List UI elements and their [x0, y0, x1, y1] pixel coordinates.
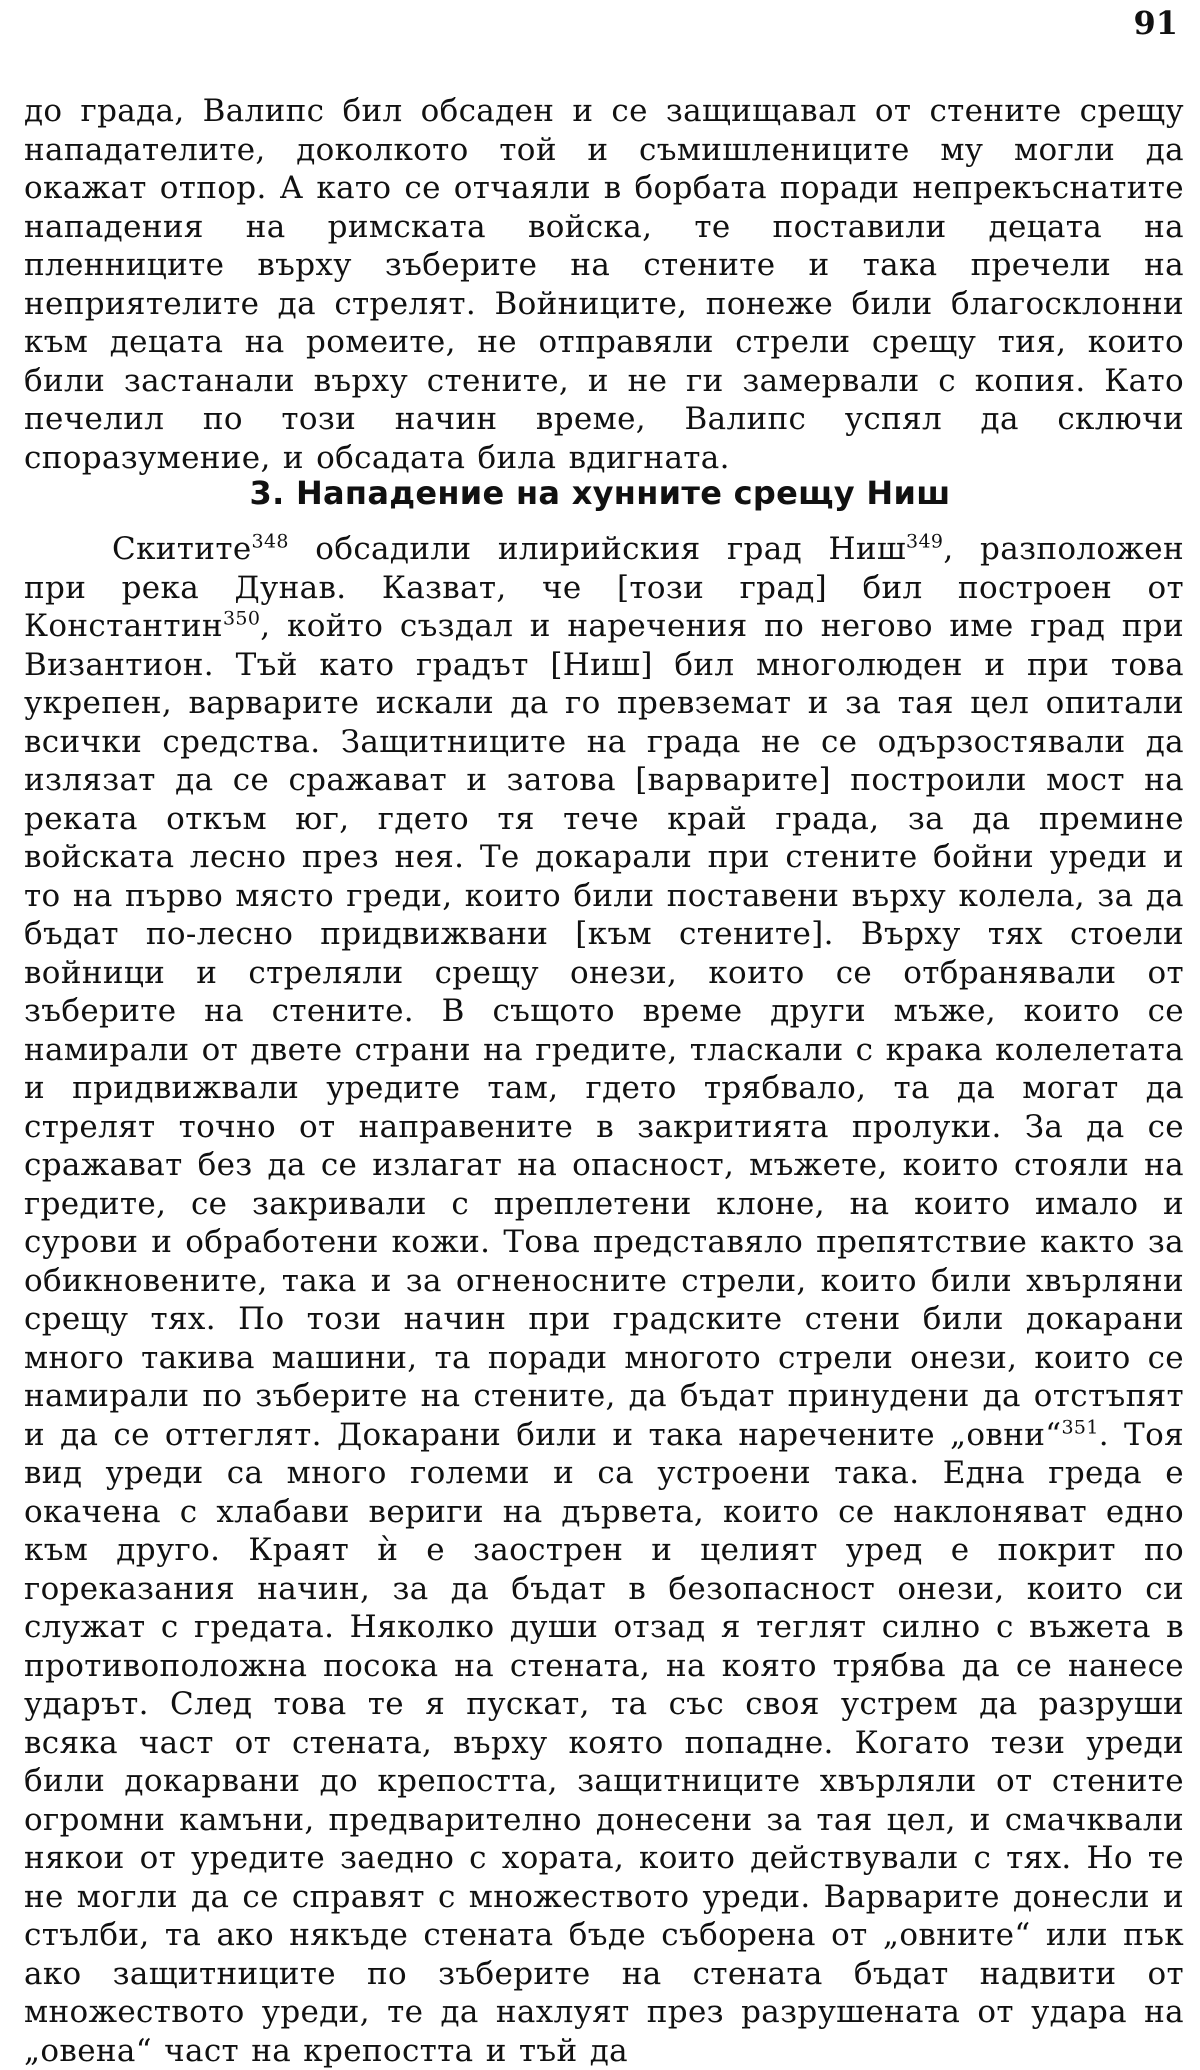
footnote-ref: 349 — [906, 530, 944, 553]
footnote-ref: 351 — [1061, 1416, 1099, 1439]
paragraph-continued — [24, 92, 1184, 477]
text-run: Скитите — [112, 531, 252, 567]
text-run: , разположен при река Дунав. Казват, че [този град] бил построен от Константин — [24, 531, 1184, 644]
footnote-ref: 348 — [251, 530, 289, 553]
section-heading: 3. Нападение на хунните срещу Ниш — [249, 474, 951, 512]
text-run: обсадили илирийския град Ниш — [288, 531, 907, 567]
footnote-ref: 350 — [222, 607, 261, 630]
page-number: 91 — [1133, 4, 1178, 42]
section-body — [24, 530, 1184, 2070]
paragraph-text — [24, 530, 1184, 2070]
paragraph-text: до града, Валипс бил обсаден и се защищавал от стените срещу нападателите, доколкото той и съмишлениците му могли да окажат отпор. А като се отчаяли в борбата поради непрекъснатите нападения на римската войска, те поставили децата на пленниците върху зъберите на стените и така пречели на неприятелите да стрелят. Войниците, понеже били благосклонни към децата на ромеите, не отправяли стрели срещу тия, които били застанали върху стените, и не ги замервали с копия. Като печелил по този начин време, Валипс успял да сключи споразумение, и обсадата била вдигната. — [24, 93, 1184, 476]
text-run: , който създал и наречения по негово име град при Византион. Тъй като градът [Ниш] бил многолюден и при това укрепен, варварите искали да го превземат и за тая цел опитали всички средства. Защитниците на града не се одързостявали да излязат да се сражават и затова [варварите] построили мост на реката откъм юг, гдето тя тече край града, за да премине войската лесно през нея. Те докарали при стените бойни уреди и то на първо място греди, които били поставени върху колела, за да бъдат по-лесно придвижвани [към стените]. Върху тях стоели войници и стреляли срещу онези, които се отбранявали от зъберите на стените. В същото време други мъже, които се намирали от двете страни на гредите, тласкали с крака колелетата и придвижвали уредите там, гдето трябвало, та да могат да стрелят точно от направените в закритията пролуки. За да се сражават без да се излагат на опасност, мъжете, които стояли на гредите, се закривали с преплетени клоне, на които имало и сурови и обработени кожи. Това представяло препятствие както за обикновените, така и за огненосните стрели, които били хвърляни срещу тях. По този начин при градските стени били докарани много такива машини, та поради многото стрели онези, които се намирали по зъберите на стените, да бъдат принудени да отстъпят и да се оттеглят. Докарани били и така наречените „овни“ — [24, 608, 1184, 1453]
text-run: . Тоя вид уреди са много големи и са устроени така. Една греда е окачена с хлабави вериги на дървета, които се наклоняват едно към друго. Краят ѝ е заострен и целият уред е покрит по гореказания начин, за да бъдат в безопасност онези, които си служат с гредата. Няколко души отзад я теглят силно с въжета в противоположна посока на стената, на която трябва да се нанесе ударът. След това те я пускат, та със своя устрем да разруши всяка част от стената, върху която попадне. Когато тези уреди били докарвани до крепостта, защитниците хвърляли от стените огромни камъни, предварително донесени за тая цел, и смачквали някои от уредите заедно с хората, които действували с тях. Но те не могли да се справят с множеството уреди. Варварите донесли и стълби, та ако някъде стената бъде съборена от „овните“ или пък ако защитниците по зъберите на стената бъдат надвити от множеството уреди, те да нахлуят през разрушената от удара на „овена“ част на крепостта и тъй да — [24, 1416, 1184, 2069]
